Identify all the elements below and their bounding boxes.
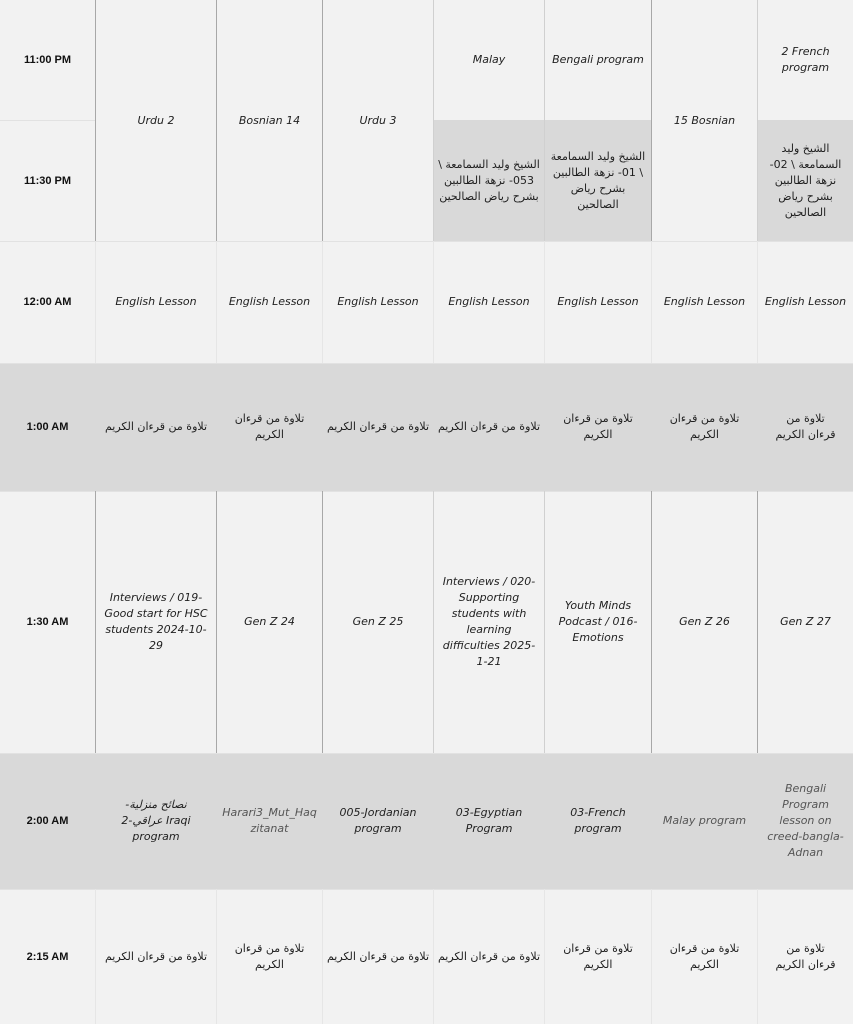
program-cell: English Lesson xyxy=(764,295,847,308)
program-cell: English Lesson xyxy=(115,295,197,308)
program-cell: 15 Bosnian xyxy=(673,113,736,127)
program-cell: Gen Z 25 xyxy=(352,615,404,628)
program-cell: Bengali program xyxy=(552,53,644,66)
program-cell: تلاوة من قرءان الكريم xyxy=(437,949,541,963)
program-cell: 03-French program xyxy=(570,806,626,835)
program-cell: تلاوة من قرءان الكريم xyxy=(234,412,305,441)
program-cell: الشيخ وليد السمامعة \ 053- نزهة الطالبين بشرح رياض الصالحين xyxy=(438,157,540,203)
time-label: 11:00 PM xyxy=(23,54,72,66)
program-cell: English Lesson xyxy=(557,295,639,308)
program-cell: Bosnian 14 xyxy=(238,113,301,127)
program-cell: تلاوة من قرءان الكريم xyxy=(563,941,633,971)
program-cell: تلاوة من قرءان الكريم xyxy=(775,412,836,441)
program-cell: تلاوة من قرءان الكريم xyxy=(234,941,305,971)
program-cell: الشيخ وليد السمامعة \ 01- نزهة الطالبين بشرح رياض الصالحين xyxy=(550,149,646,211)
program-cell: تلاوة من قرءان الكريم xyxy=(775,941,836,971)
program-cell: English Lesson xyxy=(337,295,419,308)
time-label: 11:30 PM xyxy=(23,174,72,187)
program-cell: تلاوة من قرءان الكريم xyxy=(563,412,633,441)
program-cell: Youth Minds Podcast / 016-Emotions xyxy=(558,599,638,644)
program-cell: نصائح منزلية-عراقي-2 Iraqi program xyxy=(121,798,191,843)
program-cell: Harari3_Mut_Haq zitanat xyxy=(222,806,317,835)
program-cell: تلاوة من قرءان الكريم xyxy=(326,420,430,433)
program-cell: English Lesson xyxy=(448,295,530,308)
program-cell: تلاوة من قرءان الكريم xyxy=(437,420,541,433)
program-cell: Gen Z 26 xyxy=(679,615,730,628)
program-cell: تلاوة من قرءان الكريم xyxy=(669,941,740,971)
program-cell: الشيخ وليد السمامعة \ 02- نزهة الطالبين بشرح رياض الصالحين xyxy=(769,141,842,219)
program-cell: English Lesson xyxy=(228,295,311,308)
program-cell: Gen Z 27 xyxy=(780,615,831,628)
program-cell: 005-Jordanian program xyxy=(339,806,417,835)
program-cell: تلاوة من قرءان الكريم xyxy=(104,949,208,963)
program-cell: Malay xyxy=(472,53,506,66)
program-cell: تلاوة من قرءان الكريم xyxy=(669,412,740,441)
time-label: 1:00 AM xyxy=(26,421,69,433)
program-cell: Urdu 2 xyxy=(137,113,175,127)
program-cell: Interviews / 020-Supporting students with learning difficulties 2025-1-21 xyxy=(442,575,536,668)
program-cell: Urdu 3 xyxy=(359,113,397,127)
program-cell: Interviews / 019-Good start for HSC students 2024-10-29 xyxy=(104,591,208,652)
program-cell: Malay program xyxy=(662,814,747,827)
time-label: 12:00 AM xyxy=(23,296,72,308)
program-cell: تلاوة من قرءان الكريم xyxy=(104,420,208,433)
program-cell: تلاوة من قرءان الكريم xyxy=(326,949,430,963)
program-cell: Gen Z 24 xyxy=(244,615,295,628)
program-cell: Bengali Program lesson on creed-bangla-Adnan xyxy=(767,782,844,859)
program-cell: 03-Egyptian Program xyxy=(455,806,523,835)
time-label: 2:15 AM xyxy=(26,950,69,963)
time-label: 1:30 AM xyxy=(26,616,69,628)
time-label: 2:00 AM xyxy=(26,815,69,827)
program-cell: 2 French program xyxy=(781,45,830,74)
program-cell: English Lesson xyxy=(663,295,746,308)
